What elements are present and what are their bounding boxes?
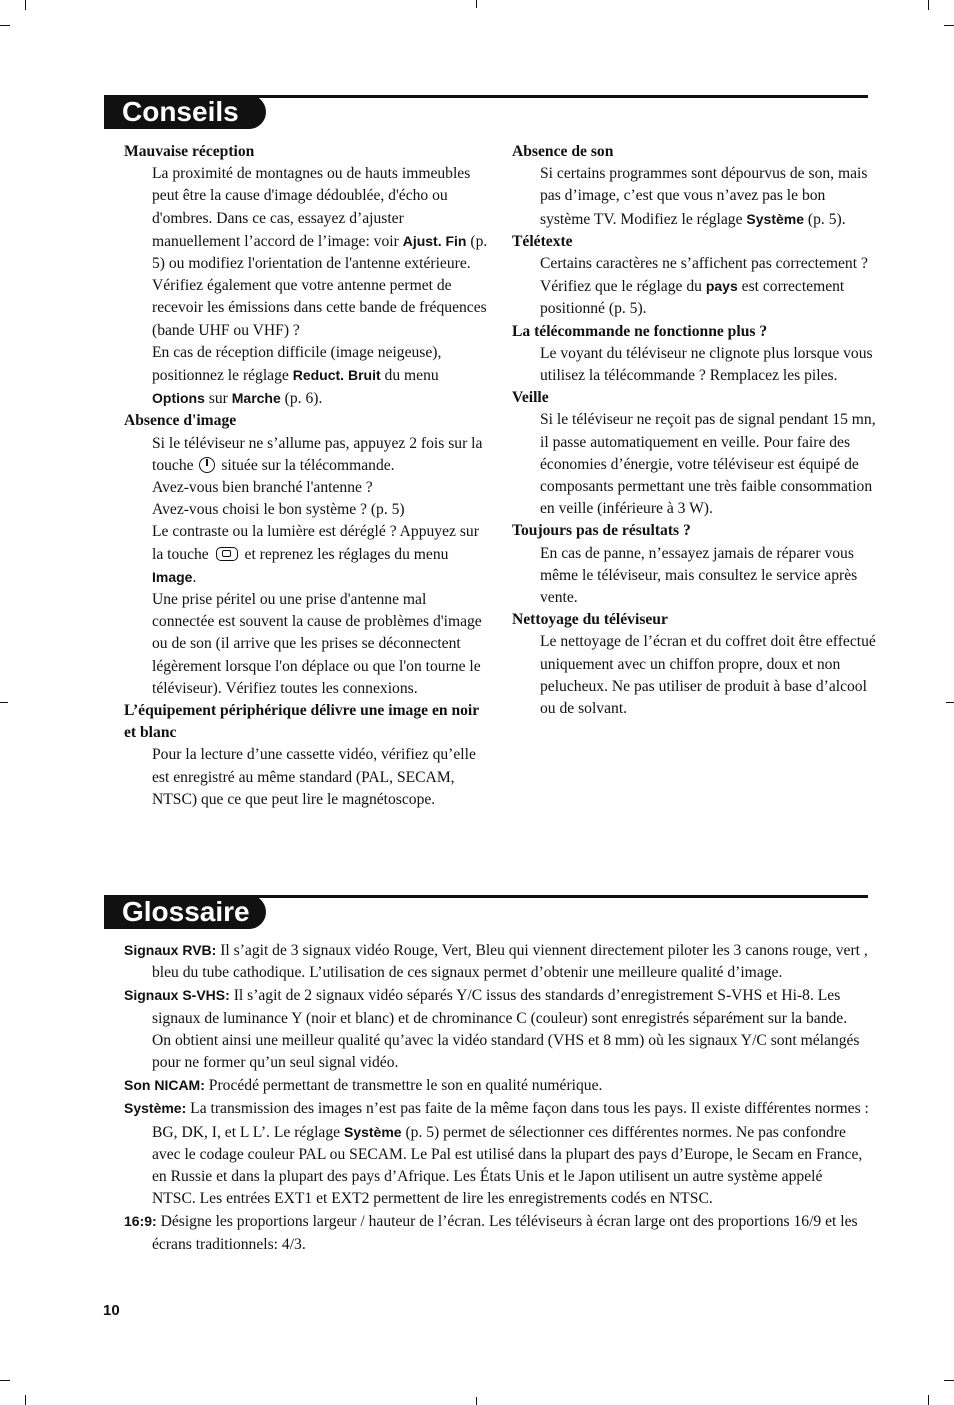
glossary-term: Signaux S-VHS:	[124, 987, 230, 1004]
topic-title: Nettoyage du téléviseur	[512, 611, 668, 629]
crop-mark	[25, 0, 26, 10]
crop-mark	[944, 1380, 954, 1381]
page-number: 10	[103, 1302, 120, 1319]
glossary-entry: 16:9: Désigne les proportions largeur / hauteur de l’écran. Les téléviseurs à écran large ont des proportions 16/9 et les écrans traditionnels: 4/3.	[124, 1213, 858, 1253]
glossary-term: Système:	[124, 1100, 187, 1117]
topic-body: Pour la lecture d’une cassette vidéo, vérifiez qu’elle est enregistré au même standard (PAL, SECAM, NTSC) que ce que peut lire le magnétoscope.	[152, 746, 476, 808]
topic-title: Mauvaise réception	[124, 143, 255, 160]
topic-title: Veille	[512, 389, 549, 407]
topic-body: Avez-vous choisi le bon système ? (p. 5)	[152, 501, 405, 519]
crop-mark	[476, 0, 477, 8]
crop-mark	[476, 1397, 477, 1405]
topic-body: En cas de panne, n’essayez jamais de réparer vous même le téléviseur, mais consultez le service après vente.	[540, 544, 858, 607]
menu-button-icon	[216, 547, 238, 561]
glossary-entry: Son NICAM: Procédé permettant de transmettre le son en qualité numérique.	[124, 1077, 603, 1095]
topic-body: Certains caractères ne s’affichent pas correctement ? Vérifiez que le réglage du pays est correctement positionné (p. 5).	[540, 255, 868, 318]
header-pill	[104, 95, 266, 129]
topic-body: Le contraste ou la lumière est déréglé ? Appuyez sur la touche et reprenez les réglages du menu Image.	[152, 523, 479, 586]
glossaire-header	[104, 895, 868, 931]
glossary-entry: Signaux S-VHS: Il s’agit de 2 signaux vidéo séparés Y/C issus des standards d’enregistrement S-VHS et Hi-8. Les signaux de luminance Y (noir et blanc) et de chrominance C (couleur) sont enregistrés séparément sur la bande. On obtient ainsi une meilleur qualité qu’avec la vidéo standard (VHS et 8 mm) où les signaux Y/C sont mélangés pour ne former qu’un seul signal vidéo.	[124, 987, 860, 1072]
crop-mark	[0, 702, 8, 703]
right-column	[512, 141, 878, 720]
topic-title: Télétexte	[512, 232, 573, 250]
glossary-term: Signaux RVB:	[124, 942, 217, 958]
crop-mark	[946, 702, 954, 703]
glossary-term: 16:9:	[124, 1213, 157, 1230]
glossary	[124, 939, 869, 1256]
conseils-header	[104, 95, 868, 131]
topic-body: Le nettoyage de l’écran et du coffret doit être effectué uniquement avec un chiffon propre, doux et non pelucheux. Ne pas utiliser de produit à base d’alcool ou de solvant.	[540, 633, 876, 718]
topic-body: Une prise péritel ou une prise d'antenne mal connectée est souvent la cause de problèmes d'image ou de son (il arrive que les prises se déconnectent légèrement lorsque l'on déplace ou que l'on tourne le téléviseur). Vérifiez toutes les connexions.	[152, 591, 482, 697]
topic-title: Toujours pas de résultats ?	[512, 522, 691, 540]
topic-body: Si le téléviseur ne reçoit pas de signal pendant 15 mn, il passe automatiquement en veille. Pour faire des économies d’énergie, votre téléviseur est équipé de composants permettant une très faible consommation en veille (inférieure à 3 W).	[540, 411, 876, 518]
topic-title: Absence de son	[512, 143, 614, 160]
topic-body: Vérifiez également que votre antenne permet de recevoir les émissions dans cette bande de fréquences (bande UHF ou VHF) ?	[152, 277, 487, 339]
topic-body: La proximité de montagnes ou de hauts immeubles peut être la cause d'image dédoublée, d'écho ou d'ombres. Dans ce cas, essayez d’ajuster manuellement l’accord de l’image: voir Ajust. Fin (p. 5) ou modifiez l'orientation de l'antenne extérieure.	[152, 165, 488, 273]
topic-body: Avez-vous bien branché l'antenne ?	[152, 479, 373, 497]
glossary-entry: Système: La transmission des images n’est pas faite de la même façon dans tous les pays. Il existe différentes normes : BG, DK, I, et L L’. Le réglage Système (p. 5) permet de sélectionner ces différentes normes. Ne pas confondre avec le codage couleur PAL ou SECAM. Le Pal est utilisé dans la plupart des pays d’Europe, le Secam en France, en Russie et dans la plupart des pays d’Afrique. Les États Unis et le Japon utilisent un autre système appelé NTSC. Les entrées EXT1 et EXT2 permettent de lire les enregistrements codés en NTSC.	[124, 1100, 869, 1208]
topic-body: Si le téléviseur ne s’allume pas, appuyez 2 fois sur la touche située sur la télécommande.	[152, 434, 483, 474]
topic-title: La télécommande ne fonctionne plus ?	[512, 322, 768, 340]
power-button-icon	[199, 457, 215, 473]
glossary-term: Son NICAM:	[124, 1077, 205, 1094]
glossary-entry: Signaux RVB: Il s’agit de 3 signaux vidéo Rouge, Vert, Bleu qui viennent directement piloter les 3 canons rouge, vert , bleu du tube cathodique. L’utilisation de ces signaux permet d’obtenir une meilleure qualité d’image.	[124, 942, 868, 982]
crop-mark	[0, 1380, 10, 1381]
crop-mark	[25, 1395, 26, 1405]
topic-body: Si certains programmes sont dépourvus de son, mais pas d’image, c’est que vous n’avez pas le bon système TV. Modifiez le réglage Système (p. 5).	[540, 165, 868, 228]
topic-body: En cas de réception difficile (image neigeuse), positionnez le réglage Reduct. Bruit du menu Options sur Marche (p. 6).	[152, 343, 442, 408]
topic-title: L’équipement périphérique délivre une image en noir et blanc	[124, 702, 479, 742]
topic-body: Le voyant du téléviseur ne clignote plus lorsque vous utilisez la télécommande ? Remplacez les piles.	[540, 344, 873, 385]
section-title: Conseils	[122, 96, 239, 127]
crop-mark	[928, 1395, 929, 1405]
topic-title: Absence d'image	[124, 412, 237, 430]
section-title: Glossaire	[122, 896, 250, 927]
crop-mark	[928, 0, 929, 10]
header-pill	[104, 895, 266, 929]
crop-mark	[944, 25, 954, 26]
left-column	[124, 141, 490, 811]
crop-mark	[0, 25, 10, 26]
